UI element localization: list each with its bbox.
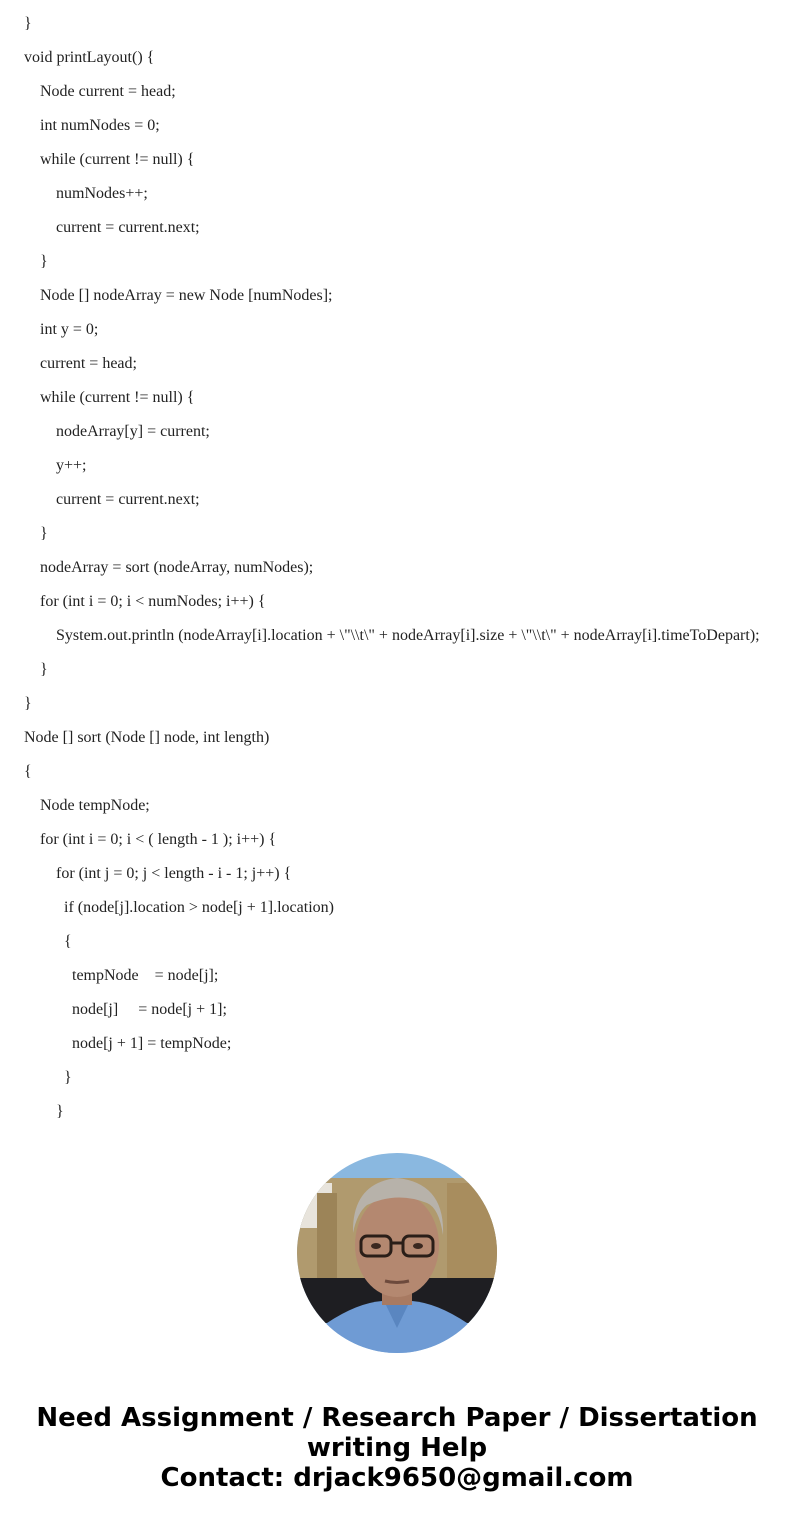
code-line: Node [] nodeArray = new Node [numNodes]; bbox=[40, 287, 333, 304]
code-line: int y = 0; bbox=[40, 321, 99, 338]
code-line: } bbox=[56, 1103, 64, 1120]
code-line: System.out.println (nodeArray[i].location + \"\\t\" + nodeArray[i].size + \"\\t\" + nodeArray[i].timeToDepart); bbox=[56, 627, 760, 644]
code-line: for (int i = 0; i < ( length - 1 ); i++) { bbox=[40, 831, 277, 848]
code-line: current = current.next; bbox=[56, 491, 200, 508]
portrait-image bbox=[297, 1153, 497, 1353]
code-line: nodeArray = sort (nodeArray, numNodes); bbox=[40, 559, 314, 576]
code-line: } bbox=[24, 695, 32, 712]
contact-banner bbox=[0, 1403, 794, 1493]
code-line: numNodes++; bbox=[56, 185, 148, 202]
banner-subheadline: writing Help bbox=[306, 1433, 488, 1463]
code-line: Node tempNode; bbox=[40, 797, 150, 814]
code-line: for (int i = 0; i < numNodes; i++) { bbox=[40, 593, 266, 610]
code-line: while (current != null) { bbox=[40, 151, 195, 168]
code-line: Node [] sort (Node [] node, int length) bbox=[24, 729, 270, 746]
code-line: current = current.next; bbox=[56, 219, 200, 236]
code-line: Node current = head; bbox=[40, 83, 176, 100]
code-line: for (int j = 0; j < length - i - 1; j++) { bbox=[56, 865, 292, 882]
code-line: { bbox=[24, 763, 32, 780]
code-line: nodeArray[y] = current; bbox=[56, 423, 210, 440]
code-line: node[j + 1] = tempNode; bbox=[72, 1035, 232, 1052]
code-line: } bbox=[40, 525, 48, 542]
code-line: int numNodes = 0; bbox=[40, 117, 160, 134]
code-line: { bbox=[64, 933, 72, 950]
code-line: } bbox=[40, 661, 48, 678]
code-line: if (node[j].location > node[j + 1].location) bbox=[64, 899, 334, 916]
code-line: void printLayout() { bbox=[24, 49, 155, 66]
code-line: node[j] = node[j + 1]; bbox=[72, 1001, 227, 1018]
code-line: current = head; bbox=[40, 355, 137, 372]
code-line: } bbox=[40, 253, 48, 270]
code-line: y++; bbox=[56, 457, 87, 474]
code-line: } bbox=[64, 1069, 72, 1086]
contact-email: Contact: drjack9650@gmail.com bbox=[160, 1463, 634, 1493]
code-line: while (current != null) { bbox=[40, 389, 195, 406]
code-line: } bbox=[24, 15, 32, 32]
code-line: tempNode = node[j]; bbox=[72, 967, 219, 984]
author-avatar bbox=[297, 1153, 497, 1353]
code-listing bbox=[0, 7, 794, 1129]
banner-headline: Need Assignment / Research Paper / Dissertation bbox=[36, 1403, 758, 1433]
